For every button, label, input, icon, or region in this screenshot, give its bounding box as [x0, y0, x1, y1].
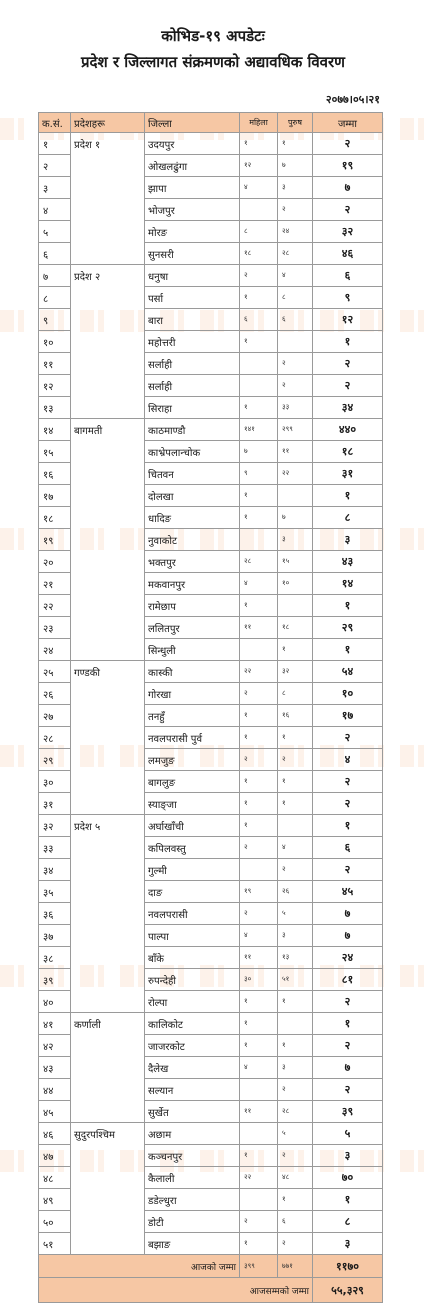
column-header-total: जम्मा [313, 113, 383, 133]
district-cell: जाजरकोट [145, 1035, 240, 1057]
total-count-cell: ७० [313, 1167, 383, 1189]
female-count-cell [240, 353, 278, 375]
male-count-cell: १ [278, 1189, 313, 1211]
female-count-cell: १ [240, 595, 278, 617]
serial-number-cell: ३७ [39, 925, 71, 947]
male-count-cell: २ [278, 199, 313, 221]
male-count-cell: ३ [278, 177, 313, 199]
total-count-cell: ६ [313, 837, 383, 859]
district-cell: सिराहा [145, 397, 240, 419]
total-count-cell: १० [313, 683, 383, 705]
covid-district-table [38, 112, 383, 1303]
female-count-cell: १ [240, 1233, 278, 1255]
total-count-cell: ४५ [313, 881, 383, 903]
male-count-cell: ३२ [278, 661, 313, 683]
today-female-total: ३९९ [240, 1255, 278, 1278]
district-cell: भक्तपुर [145, 551, 240, 573]
serial-number-cell: ३१ [39, 793, 71, 815]
male-count-cell: ३ [278, 925, 313, 947]
district-cell: मोरङ [145, 221, 240, 243]
serial-number-cell: १३ [39, 397, 71, 419]
total-count-cell: २ [313, 727, 383, 749]
serial-number-cell: ४७ [39, 1145, 71, 1167]
male-count-cell: १६ [278, 705, 313, 727]
female-count-cell: १ [240, 793, 278, 815]
total-count-cell: ३ [313, 1233, 383, 1255]
male-count-cell: २ [278, 375, 313, 397]
male-count-cell: १ [278, 639, 313, 661]
female-count-cell: १४१ [240, 419, 278, 441]
male-count-cell: २४ [278, 221, 313, 243]
serial-number-cell: २ [39, 155, 71, 177]
serial-number-cell: १९ [39, 529, 71, 551]
district-cell: गोरखा [145, 683, 240, 705]
total-count-cell: १४ [313, 573, 383, 595]
serial-number-cell: २२ [39, 595, 71, 617]
table-row [39, 419, 383, 441]
male-count-cell: १ [278, 727, 313, 749]
serial-number-cell: ९ [39, 309, 71, 331]
serial-number-cell: ७ [39, 265, 71, 287]
female-count-cell: ६ [240, 309, 278, 331]
male-count-cell [278, 485, 313, 507]
total-count-cell: २ [313, 199, 383, 221]
female-count-cell: ४ [240, 925, 278, 947]
column-header-province: प्रदेशहरू [71, 113, 145, 133]
total-count-cell: ५४ [313, 661, 383, 683]
district-cell: काभ्रेपलान्चोक [145, 441, 240, 463]
province-cell: प्रदेश १ [71, 133, 145, 265]
district-cell: गुल्मी [145, 859, 240, 881]
total-count-cell: १९ [313, 155, 383, 177]
table-row [39, 265, 383, 287]
female-count-cell: १ [240, 133, 278, 155]
district-cell: बझाङ [145, 1233, 240, 1255]
today-male-total: ७७१ [278, 1255, 313, 1278]
today-total-label: आजको जम्मा [39, 1255, 240, 1278]
table-header-row [39, 113, 383, 133]
district-cell: बागलुङ [145, 771, 240, 793]
province-cell: बागमती [71, 419, 145, 661]
serial-number-cell: ४६ [39, 1123, 71, 1145]
district-cell: रामेछाप [145, 595, 240, 617]
district-cell: पाल्पा [145, 925, 240, 947]
female-count-cell: १ [240, 287, 278, 309]
column-header-district: जिल्ला [145, 113, 240, 133]
serial-number-cell: ६ [39, 243, 71, 265]
district-cell: सल्यान [145, 1079, 240, 1101]
male-count-cell: ७ [278, 155, 313, 177]
total-count-cell: २ [313, 1035, 383, 1057]
total-count-cell: ७ [313, 925, 383, 947]
serial-number-cell: २६ [39, 683, 71, 705]
serial-number-cell: २१ [39, 573, 71, 595]
district-cell: कैलाली [145, 1167, 240, 1189]
male-count-cell: ४ [278, 837, 313, 859]
cumulative-total-row [39, 1278, 383, 1303]
serial-number-cell: ४३ [39, 1057, 71, 1079]
district-cell: दाङ [145, 881, 240, 903]
province-cell: प्रदेश २ [71, 265, 145, 419]
female-count-cell: १ [240, 1035, 278, 1057]
table-row [39, 661, 383, 683]
male-count-cell: २ [278, 749, 313, 771]
district-cell: बाँके [145, 947, 240, 969]
female-count-cell: २ [240, 265, 278, 287]
serial-number-cell: ५० [39, 1211, 71, 1233]
male-count-cell: ५१ [278, 969, 313, 991]
total-count-cell: १ [313, 485, 383, 507]
district-cell: कञ्चनपुर [145, 1145, 240, 1167]
total-count-cell: ७ [313, 1057, 383, 1079]
district-cell: काठमाण्डौ [145, 419, 240, 441]
district-cell: अछाम [145, 1123, 240, 1145]
female-count-cell: १ [240, 771, 278, 793]
female-count-cell: ४ [240, 1057, 278, 1079]
female-count-cell: ११ [240, 1101, 278, 1123]
total-count-cell: ७ [313, 903, 383, 925]
total-count-cell: ३१ [313, 463, 383, 485]
district-cell: रोल्पा [145, 991, 240, 1013]
male-count-cell: ८ [278, 683, 313, 705]
serial-number-cell: ८ [39, 287, 71, 309]
serial-number-cell: ४१ [39, 1013, 71, 1035]
male-count-cell: २ [278, 1145, 313, 1167]
serial-number-cell: २९ [39, 749, 71, 771]
male-count-cell: २ [278, 1233, 313, 1255]
column-header-female: महिला [240, 113, 278, 133]
total-count-cell: ७ [313, 177, 383, 199]
district-cell: मकवानपुर [145, 573, 240, 595]
serial-number-cell: १२ [39, 375, 71, 397]
male-count-cell: २९९ [278, 419, 313, 441]
serial-number-cell: २० [39, 551, 71, 573]
serial-number-cell: १४ [39, 419, 71, 441]
male-count-cell: ३३ [278, 397, 313, 419]
table-body [39, 133, 383, 1255]
total-count-cell: ४३ [313, 551, 383, 573]
male-count-cell: ६ [278, 1211, 313, 1233]
female-count-cell: १ [240, 397, 278, 419]
serial-number-cell: ३० [39, 771, 71, 793]
serial-number-cell: १८ [39, 507, 71, 529]
female-count-cell: २२ [240, 1167, 278, 1189]
total-count-cell: ३ [313, 1145, 383, 1167]
female-count-cell [240, 1123, 278, 1145]
total-count-cell: १ [313, 639, 383, 661]
district-cell: अर्घाखाँची [145, 815, 240, 837]
serial-number-cell: ४४ [39, 1079, 71, 1101]
district-cell: उदयपुर [145, 133, 240, 155]
male-count-cell: १३ [278, 947, 313, 969]
total-count-cell: ४६ [313, 243, 383, 265]
total-count-cell: ३२ [313, 221, 383, 243]
serial-number-cell: ३४ [39, 859, 71, 881]
serial-number-cell: २३ [39, 617, 71, 639]
female-count-cell: २ [240, 749, 278, 771]
male-count-cell: २ [278, 1079, 313, 1101]
district-cell: दैलेख [145, 1057, 240, 1079]
page-subtitle: प्रदेश र जिल्लागत संक्रमणको अद्यावधिक विवरण [81, 53, 345, 71]
district-cell: रुपन्देही [145, 969, 240, 991]
table-row [39, 815, 383, 837]
female-count-cell: ४ [240, 573, 278, 595]
total-count-cell: २ [313, 771, 383, 793]
district-cell: नुवाकोट [145, 529, 240, 551]
female-count-cell: ३० [240, 969, 278, 991]
district-cell: सुर्खेत [145, 1101, 240, 1123]
male-count-cell: १ [278, 991, 313, 1013]
male-count-cell: ४ [278, 265, 313, 287]
serial-number-cell: ५१ [39, 1233, 71, 1255]
female-count-cell: १ [240, 991, 278, 1013]
total-count-cell: ५ [313, 1123, 383, 1145]
total-count-cell: १ [313, 815, 383, 837]
district-cell: भोजपुर [145, 199, 240, 221]
male-count-cell [278, 595, 313, 617]
female-count-cell: २८ [240, 551, 278, 573]
female-count-cell: ९ [240, 463, 278, 485]
female-count-cell: १ [240, 705, 278, 727]
female-count-cell: २ [240, 903, 278, 925]
total-count-cell: २ [313, 991, 383, 1013]
serial-number-cell: २८ [39, 727, 71, 749]
male-count-cell: १० [278, 573, 313, 595]
female-count-cell: १८ [240, 243, 278, 265]
male-count-cell: २८ [278, 1101, 313, 1123]
district-cell: महोत्तरी [145, 331, 240, 353]
female-count-cell: १ [240, 1145, 278, 1167]
table-row [39, 1013, 383, 1035]
table-row [39, 1123, 383, 1145]
serial-number-cell: १६ [39, 463, 71, 485]
female-count-cell [240, 199, 278, 221]
serial-number-cell: ३९ [39, 969, 71, 991]
district-cell: झापा [145, 177, 240, 199]
serial-number-cell: १५ [39, 441, 71, 463]
today-total-row [39, 1255, 383, 1278]
total-count-cell: १२ [313, 309, 383, 331]
total-count-cell: १ [313, 595, 383, 617]
male-count-cell: ८ [278, 287, 313, 309]
female-count-cell: ११ [240, 947, 278, 969]
female-count-cell: १ [240, 485, 278, 507]
male-count-cell: २ [278, 859, 313, 881]
serial-number-cell: ४५ [39, 1101, 71, 1123]
district-cell: लमजुङ [145, 749, 240, 771]
serial-number-cell: २४ [39, 639, 71, 661]
female-count-cell: ११ [240, 617, 278, 639]
district-cell: नवलपरासी [145, 903, 240, 925]
district-cell: सिन्धुली [145, 639, 240, 661]
today-grand-total: ११७० [313, 1255, 383, 1278]
male-count-cell: २८ [278, 243, 313, 265]
total-count-cell: १ [313, 331, 383, 353]
male-count-cell: ४८ [278, 1167, 313, 1189]
total-count-cell: २४ [313, 947, 383, 969]
district-cell: धनुषा [145, 265, 240, 287]
district-cell: सुनसरी [145, 243, 240, 265]
total-count-cell: ८ [313, 1211, 383, 1233]
male-count-cell: ७ [278, 507, 313, 529]
serial-number-cell: २७ [39, 705, 71, 727]
female-count-cell: १ [240, 507, 278, 529]
male-count-cell: ५ [278, 903, 313, 925]
total-count-cell: १ [313, 1189, 383, 1211]
serial-number-cell: २५ [39, 661, 71, 683]
female-count-cell [240, 375, 278, 397]
district-cell: तनहुँ [145, 705, 240, 727]
total-count-cell: १७ [313, 705, 383, 727]
serial-number-cell: ३३ [39, 837, 71, 859]
male-count-cell: ३ [278, 529, 313, 551]
province-cell: सुदुरपश्चिम [71, 1123, 145, 1255]
female-count-cell: २ [240, 837, 278, 859]
female-count-cell: २२ [240, 661, 278, 683]
total-count-cell: ३ [313, 529, 383, 551]
district-cell: ओखलढुंगा [145, 155, 240, 177]
serial-number-cell: ४० [39, 991, 71, 1013]
female-count-cell: २ [240, 683, 278, 705]
male-count-cell: १ [278, 771, 313, 793]
female-count-cell: १ [240, 727, 278, 749]
total-count-cell: २ [313, 1079, 383, 1101]
male-count-cell: १ [278, 133, 313, 155]
serial-number-cell: ५ [39, 221, 71, 243]
total-count-cell: ४४० [313, 419, 383, 441]
district-cell: पर्सा [145, 287, 240, 309]
female-count-cell: १ [240, 815, 278, 837]
male-count-cell: २६ [278, 881, 313, 903]
district-cell: स्याङ्जा [145, 793, 240, 815]
female-count-cell [240, 639, 278, 661]
male-count-cell: १ [278, 793, 313, 815]
serial-number-cell: ४८ [39, 1167, 71, 1189]
district-cell: कास्की [145, 661, 240, 683]
district-cell: डोटी [145, 1211, 240, 1233]
total-count-cell: २ [313, 859, 383, 881]
district-cell: दोलखा [145, 485, 240, 507]
male-count-cell: १५ [278, 551, 313, 573]
serial-number-cell: ४२ [39, 1035, 71, 1057]
cumulative-total-label: आजसम्मको जम्मा [39, 1278, 313, 1303]
total-count-cell: २ [313, 793, 383, 815]
province-cell: गण्डकी [71, 661, 145, 815]
district-cell: कपिलवस्तु [145, 837, 240, 859]
total-count-cell: २ [313, 133, 383, 155]
female-count-cell: १ [240, 331, 278, 353]
total-count-cell: ९ [313, 287, 383, 309]
female-count-cell: ४ [240, 177, 278, 199]
table-row [39, 133, 383, 155]
serial-number-cell: ३६ [39, 903, 71, 925]
district-cell: बारा [145, 309, 240, 331]
province-cell: कर्णाली [71, 1013, 145, 1123]
province-cell: प्रदेश ५ [71, 815, 145, 1013]
male-count-cell: २२ [278, 463, 313, 485]
serial-number-cell: ४ [39, 199, 71, 221]
serial-number-cell: ३२ [39, 815, 71, 837]
female-count-cell: १२ [240, 155, 278, 177]
total-count-cell: १८ [313, 441, 383, 463]
female-count-cell: १९ [240, 881, 278, 903]
female-count-cell: १ [240, 1013, 278, 1035]
male-count-cell: ५ [278, 1123, 313, 1145]
male-count-cell: १८ [278, 617, 313, 639]
total-count-cell: ८१ [313, 969, 383, 991]
male-count-cell [278, 1013, 313, 1035]
district-cell: कालिकोट [145, 1013, 240, 1035]
female-count-cell: २ [240, 1211, 278, 1233]
female-count-cell [240, 529, 278, 551]
district-cell: चितवन [145, 463, 240, 485]
district-cell: सर्लाही [145, 353, 240, 375]
male-count-cell [278, 815, 313, 837]
serial-number-cell: ३५ [39, 881, 71, 903]
serial-number-cell: १० [39, 331, 71, 353]
male-count-cell: ११ [278, 441, 313, 463]
male-count-cell [278, 331, 313, 353]
total-count-cell: २ [313, 375, 383, 397]
total-count-cell: ३९ [313, 1101, 383, 1123]
total-count-cell: २९ [313, 617, 383, 639]
district-cell: धादिङ [145, 507, 240, 529]
serial-number-cell: ३ [39, 177, 71, 199]
serial-number-cell: ३८ [39, 947, 71, 969]
female-count-cell [240, 859, 278, 881]
district-cell: सर्लाही [145, 375, 240, 397]
report-date: २०७७।०५।२१ [325, 93, 380, 106]
total-count-cell: ३४ [313, 397, 383, 419]
male-count-cell: ६ [278, 309, 313, 331]
male-count-cell: ३ [278, 1057, 313, 1079]
total-count-cell: १ [313, 1013, 383, 1035]
female-count-cell: ७ [240, 441, 278, 463]
column-header-male: पुरुष [278, 113, 313, 133]
female-count-cell [240, 1079, 278, 1101]
female-count-cell: ८ [240, 221, 278, 243]
male-count-cell: १ [278, 1035, 313, 1057]
district-cell: ललितपुर [145, 617, 240, 639]
column-header-sn: क.सं. [39, 113, 71, 133]
serial-number-cell: ११ [39, 353, 71, 375]
district-cell: नवलपरासी पुर्व [145, 727, 240, 749]
serial-number-cell: १७ [39, 485, 71, 507]
district-cell: डडेल्धुरा [145, 1189, 240, 1211]
page-title: कोभिड-१९ अपडेटः [161, 27, 265, 45]
total-count-cell: ८ [313, 507, 383, 529]
male-count-cell: २ [278, 353, 313, 375]
total-count-cell: ४ [313, 749, 383, 771]
serial-number-cell: ४९ [39, 1189, 71, 1211]
total-count-cell: ६ [313, 265, 383, 287]
cumulative-grand-total: ५५,३२९ [313, 1278, 383, 1303]
serial-number-cell: १ [39, 133, 71, 155]
total-count-cell: २ [313, 353, 383, 375]
